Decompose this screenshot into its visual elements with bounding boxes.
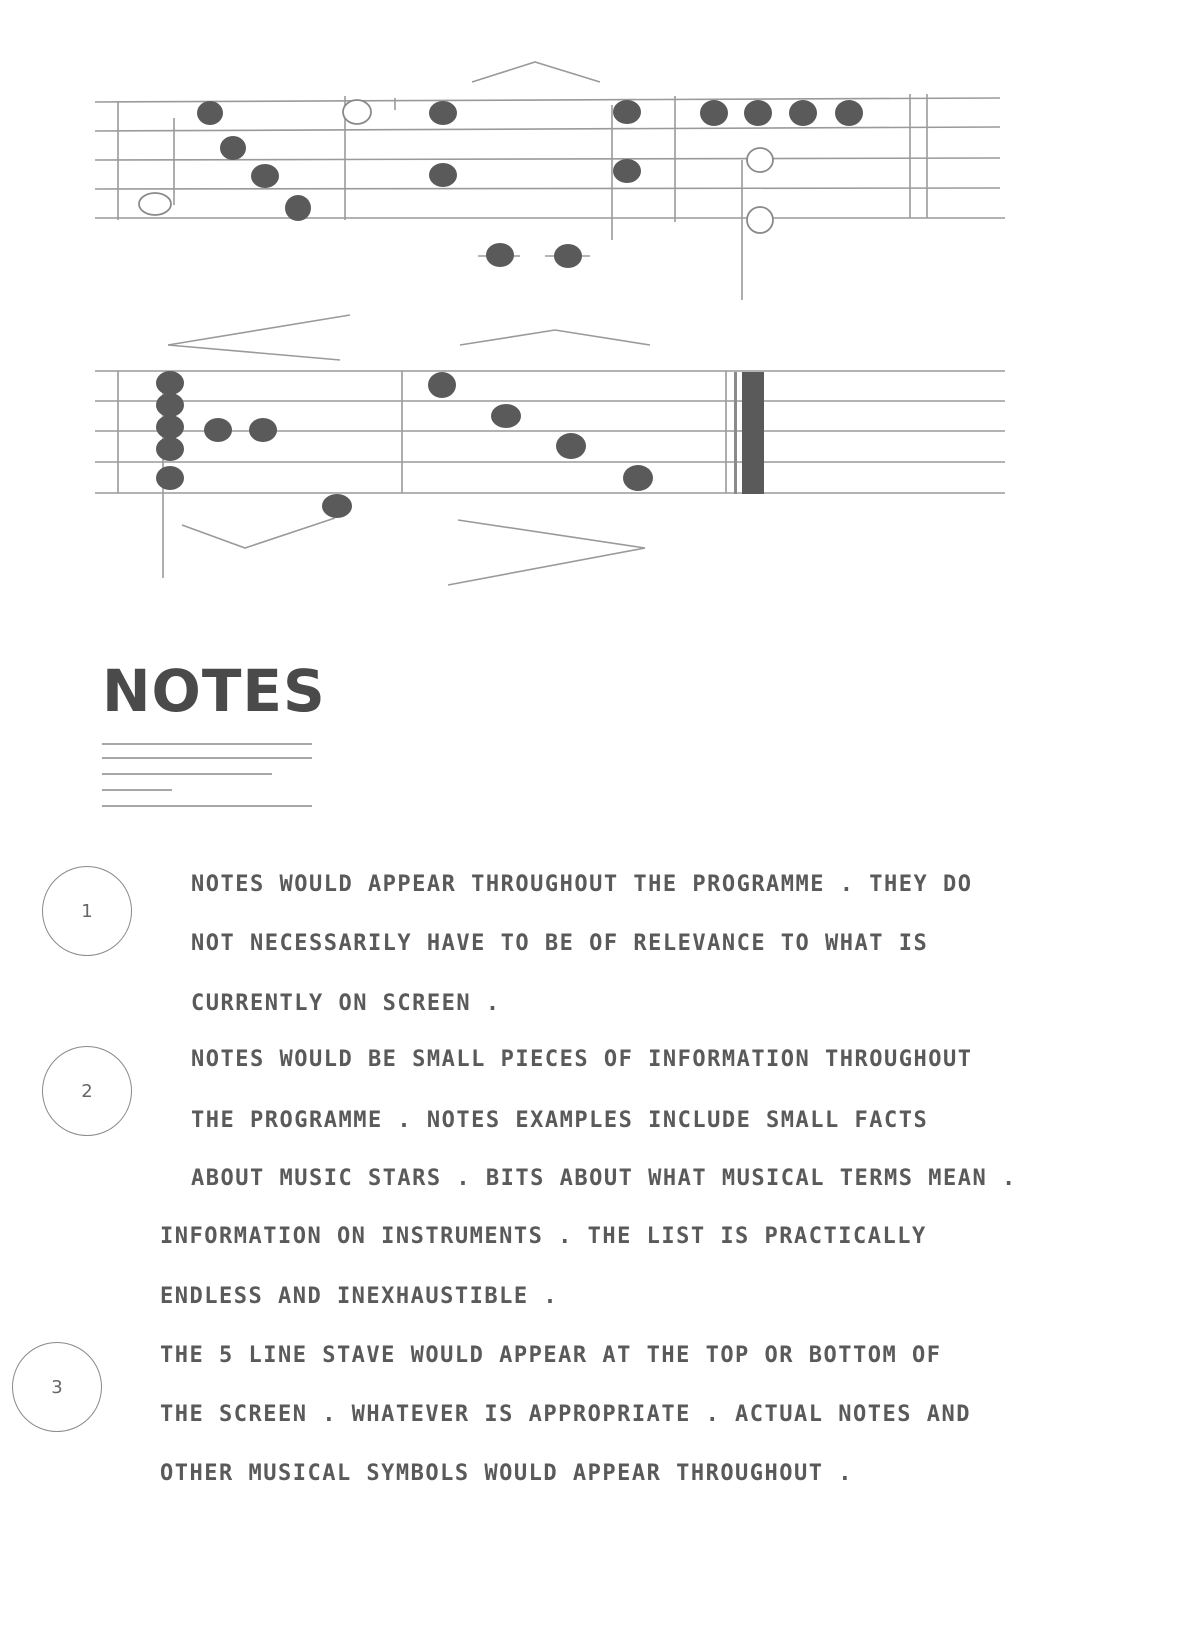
note-text-line: ABOUT MUSIC STARS . BITS ABOUT WHAT MUSICAL TERMS MEAN . (191, 1166, 1017, 1191)
note-number-circle: 3 (12, 1342, 102, 1432)
note-text-line: THE 5 LINE STAVE WOULD APPEAR AT THE TOP OR BOTTOM OF (160, 1343, 942, 1368)
note-number-circle: 1 (42, 866, 132, 956)
note-text-line: NOTES WOULD APPEAR THROUGHOUT THE PROGRAMME . THEY DO (191, 872, 973, 897)
note-number-circle: 2 (42, 1046, 132, 1136)
note-text-line: THE PROGRAMME . NOTES EXAMPLES INCLUDE SMALL FACTS (191, 1108, 929, 1133)
music-staves-illustration (0, 0, 1200, 600)
note-text-line: OTHER MUSICAL SYMBOLS WOULD APPEAR THROUGHOUT . (160, 1461, 854, 1486)
note-text-line: CURRENTLY ON SCREEN . (191, 991, 501, 1016)
note-text-line: ENDLESS AND INEXHAUSTIBLE . (160, 1284, 559, 1309)
note-text-line: NOTES WOULD BE SMALL PIECES OF INFORMATION THROUGHOUT (191, 1047, 973, 1072)
heading-underline-rules (102, 740, 312, 810)
note-text-line: THE SCREEN . WHATEVER IS APPROPRIATE . ACTUAL NOTES AND (160, 1402, 971, 1427)
note-text-line: INFORMATION ON INSTRUMENTS . THE LIST IS PRACTICALLY (160, 1224, 927, 1249)
note-text-line: NOT NECESSARILY HAVE TO BE OF RELEVANCE TO WHAT IS (191, 931, 929, 956)
notes-heading: NOTES (102, 657, 326, 725)
